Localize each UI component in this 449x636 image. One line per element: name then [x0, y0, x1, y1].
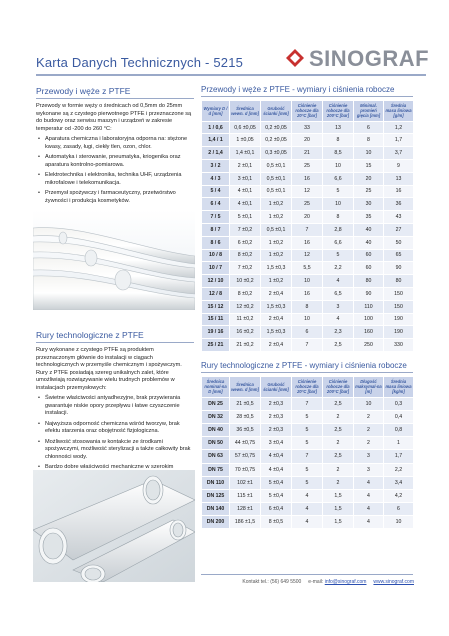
table-cell: 1 ±0,2 — [261, 275, 292, 288]
table-cell: 16 — [384, 185, 414, 198]
table-cell: 160 — [354, 326, 384, 339]
email-link[interactable]: info@sinograf.com — [324, 579, 367, 585]
table-cell: DN 32 — [202, 410, 230, 423]
table-cell: 25 / 21 — [202, 339, 230, 352]
table-cell: 2 — [354, 410, 384, 423]
table-body — [202, 121, 414, 351]
table-cell: 5 / 4 — [202, 185, 230, 198]
table-cell: 4 — [354, 489, 384, 502]
table-cell: 65 — [384, 249, 414, 262]
table-cell: 8 / 7 — [202, 223, 230, 236]
table-cell: 5 — [292, 437, 323, 450]
table-cell: 13 — [384, 172, 414, 185]
table-cell: 8 — [323, 134, 354, 147]
table-row — [202, 211, 414, 224]
table-cell: 4 — [354, 476, 384, 489]
table-cell: 0,5 ±0,1 — [261, 172, 292, 185]
contact-phone: Kontakt tel.: (56) 649 5500 — [242, 579, 302, 585]
footer-divider — [201, 574, 413, 575]
pipes-intro: Rury wykonane z czystego PTFE są produktem przeznaczonym głównie do instalacji w ciągach technologicznych w przemyśle chemicznym i spożywczym. Rury z PTFE posiadają szereg unikalnych zalet, które umożliwiają rozwiązywanie wielu trudnych problemów w instalacjach przemysłowych: — [36, 347, 182, 391]
column-header: Długość maksymal-na [m] — [354, 376, 384, 397]
table-cell: 11 ±0,2 — [230, 313, 261, 326]
table-cell: 19 / 16 — [202, 326, 230, 339]
bullet-item: • Możliwość stosowania w kontakcie ze środkami spożywczymi, możliwość sterylizacji a także całkowity brak chłonności wody. — [36, 439, 194, 462]
table-cell: 3 ±0,1 — [230, 172, 261, 185]
table-cell: 1 ±0,05 — [230, 134, 261, 147]
table-cell: 1 ±0,2 — [261, 198, 292, 211]
table-cell: 0,4 — [384, 410, 414, 423]
table-row — [202, 198, 414, 211]
column-header: Średnica wewn. d [mm] — [230, 101, 261, 122]
table-cell: 16 — [292, 236, 323, 249]
table-cell: 4 ±0,4 — [261, 450, 292, 463]
table-cell: 2 ±0,3 — [261, 423, 292, 436]
table-cell: DN 200 — [202, 516, 230, 529]
table-row — [202, 300, 414, 313]
table-cell: 2,8 — [323, 223, 354, 236]
table-cell: 8 — [292, 300, 323, 313]
table-cell: 2,5 — [323, 339, 354, 352]
table-cell: 3 ±0,4 — [261, 437, 292, 450]
right-column — [201, 82, 413, 529]
table-cell: 2 — [323, 476, 354, 489]
table-cell: 1 ±0,2 — [261, 211, 292, 224]
table-cell: 5 — [292, 410, 323, 423]
bullet-item: • Świetne właściwości antyadhezyjne, brak przywierania gwarantuje niskie opory przepływu i łatwe czyszczenie instalacji. — [36, 395, 194, 418]
column-header: Średnia masa liniowa [kg/m] — [384, 376, 414, 397]
column-header: Wymiary D / d [mm] — [202, 101, 230, 122]
table-cell: 0,2 ±0,05 — [261, 121, 292, 134]
table-row — [202, 339, 414, 352]
table-cell: 6 / 4 — [202, 198, 230, 211]
table-cell: 4 ±0,1 — [230, 198, 261, 211]
column-header: Średnica nominal-na D [mm] — [202, 376, 230, 397]
footer — [190, 579, 414, 585]
column-header: Ciśnienie robocze dla 200°C [bar] — [323, 376, 354, 397]
pipes-bullets — [36, 395, 194, 479]
table-cell: 70 ±0,75 — [230, 463, 261, 476]
table-cell: 4 ±0,4 — [261, 463, 292, 476]
table-cell: 5 — [323, 185, 354, 198]
table-row — [202, 503, 414, 516]
column-header: Grubość ścianki [mm] — [261, 376, 292, 397]
table-cell: 15 / 11 — [202, 313, 230, 326]
table-cell: 1,5 — [323, 503, 354, 516]
bullet-item: • Przemysł spożywczy i farmaceutyczny, przetwórstwo żywności i produkcja kosmetyków. — [36, 190, 194, 205]
table-row — [202, 185, 414, 198]
table-cell: 12 — [292, 185, 323, 198]
table-cell: 190 — [384, 326, 414, 339]
table-cell: 6 — [354, 121, 384, 134]
table-cell: 3 — [354, 450, 384, 463]
table-cell: 190 — [384, 313, 414, 326]
table-header-row — [202, 101, 414, 122]
table-cell: 4 — [354, 503, 384, 516]
table-cell: 8 ±0,2 — [230, 287, 261, 300]
table-cell: 60 — [354, 249, 384, 262]
table-cell: 8,5 — [323, 147, 354, 160]
header-divider — [36, 74, 426, 76]
table-cell: 2,2 — [323, 262, 354, 275]
table-cell: 10 — [384, 516, 414, 529]
table-cell: 3,4 — [384, 476, 414, 489]
table-cell: 2 — [323, 437, 354, 450]
table-cell: 2 ±0,4 — [261, 287, 292, 300]
table-cell: 6 — [292, 326, 323, 339]
table-cell: 25 — [292, 198, 323, 211]
table-cell: 43 — [384, 211, 414, 224]
table-cell: 8 ±0,5 — [261, 516, 292, 529]
table-cell: 3 — [323, 300, 354, 313]
table-cell: 0,5 ±0,1 — [261, 160, 292, 173]
table-cell: 16 — [292, 287, 323, 300]
table-cell: DN 25 — [202, 397, 230, 410]
table-row — [202, 437, 414, 450]
column-header: Ciśnienie robocze dla 20°C [bar] — [292, 101, 323, 122]
section-title-hoses: Przewody i węże z PTFE — [36, 86, 131, 96]
table-cell: 1,7 — [384, 134, 414, 147]
section-divider — [201, 96, 413, 97]
ptfe-hoses-photo — [33, 210, 195, 310]
column-header: Grubość ścianki [mm] — [261, 101, 292, 122]
table-body — [202, 397, 414, 529]
column-header: Ciśnienie robocze dla 200°C [bar] — [323, 101, 354, 122]
table-cell: 1,5 ±0,3 — [261, 262, 292, 275]
table-cell: 6 — [384, 503, 414, 516]
table-cell: 36 ±0,5 — [230, 423, 261, 436]
table-cell: DN 140 — [202, 503, 230, 516]
table-cell: 7 ±0,2 — [230, 223, 261, 236]
table-cell: 115 ±1 — [230, 489, 261, 502]
table-cell: 7 / 5 — [202, 211, 230, 224]
table-cell: 80 — [384, 275, 414, 288]
table-cell: 6,6 — [323, 236, 354, 249]
table-cell: 15 — [354, 160, 384, 173]
table-cell: 0,6 ±0,05 — [230, 121, 261, 134]
bullet-item: • Aparatura chemiczna i laboratoryjna odporna na: stężone kwasy, zasady, ługi, ciekły tlen, ozon, chlor. — [36, 136, 194, 151]
table-row — [202, 397, 414, 410]
table-cell: 2,2 — [384, 463, 414, 476]
table-cell: 8 ±0,2 — [230, 249, 261, 262]
column-header: Ciśnienie robocze dla 20°C [bar] — [292, 376, 323, 397]
table-header-row — [202, 376, 414, 397]
hoses-spec-table — [201, 100, 414, 352]
table-cell: 9 — [384, 160, 414, 173]
table-cell: 28 ±0,5 — [230, 410, 261, 423]
table-cell: 7 — [292, 223, 323, 236]
bullet-item: • Elektrotechnika i elektronika, technika UHF, urządzenia mikrofalowe i telekomunikacja. — [36, 172, 194, 187]
table-row — [202, 275, 414, 288]
table-cell: 1,4 ±0,1 — [230, 147, 261, 160]
table-row — [202, 249, 414, 262]
table-cell: 128 ±1 — [230, 503, 261, 516]
table-row — [202, 172, 414, 185]
table-cell: 2,5 — [323, 423, 354, 436]
brand-logo — [285, 46, 430, 71]
table-cell: 1 / 0,6 — [202, 121, 230, 134]
table-cell: 1,4 / 1 — [202, 134, 230, 147]
table-row — [202, 236, 414, 249]
table-cell: 36 — [384, 198, 414, 211]
table-cell: 0,8 — [384, 423, 414, 436]
table-cell: 4 ±0,1 — [230, 185, 261, 198]
table-cell: 0,3 ±0,05 — [261, 147, 292, 160]
table-cell: 21 ±0,5 — [230, 397, 261, 410]
table-cell: 2 ±0,4 — [261, 313, 292, 326]
table-cell: 1,5 — [323, 516, 354, 529]
table-cell: 16 — [292, 172, 323, 185]
table-cell: 20 — [292, 134, 323, 147]
table-cell: 330 — [384, 339, 414, 352]
table-cell: 10 — [323, 198, 354, 211]
column-header: Minimal. promień gięcia [mm] — [354, 101, 384, 122]
table-cell: 33 — [292, 121, 323, 134]
table-cell: 186 ±1,5 — [230, 516, 261, 529]
table-row — [202, 463, 414, 476]
table-cell: 20 — [354, 172, 384, 185]
table-cell: 8 — [323, 211, 354, 224]
table-cell: 6,6 — [323, 172, 354, 185]
table-cell: 35 — [354, 211, 384, 224]
table-cell: 90 — [384, 262, 414, 275]
logo-diamond-icon — [285, 48, 305, 68]
table-cell: 7 ±0,2 — [230, 262, 261, 275]
table-cell: 10 — [292, 275, 323, 288]
table-cell: 2 — [323, 410, 354, 423]
table-cell: 8 / 6 — [202, 236, 230, 249]
table-cell: 3 / 2 — [202, 160, 230, 173]
table-cell: 4,2 — [384, 489, 414, 502]
table-cell: 2,3 — [323, 326, 354, 339]
table-row — [202, 423, 414, 436]
table-cell: 2 ±0,3 — [261, 397, 292, 410]
table-cell: 150 — [384, 300, 414, 313]
table-cell: 100 — [354, 313, 384, 326]
table-row — [202, 287, 414, 300]
table-cell: 5 ±0,4 — [261, 489, 292, 502]
table-cell: 10 ±0,2 — [230, 275, 261, 288]
table-cell: DN 125 — [202, 489, 230, 502]
table-cell: DN 75 — [202, 463, 230, 476]
table-cell: 250 — [354, 339, 384, 352]
table-cell: 4 — [292, 503, 323, 516]
table-cell: 4 — [323, 275, 354, 288]
section-divider — [201, 372, 413, 373]
table-cell: 3,7 — [384, 147, 414, 160]
column-header: Średnia masa liniowa [g/m] — [384, 101, 414, 122]
table-cell: 0,5 ±0,1 — [261, 185, 292, 198]
table-cell: 2 ±0,4 — [261, 339, 292, 352]
table-cell: 6,5 — [323, 287, 354, 300]
table-cell: 4 — [354, 516, 384, 529]
table-cell: 1 — [384, 437, 414, 450]
table-cell: 1,5 ±0,3 — [261, 326, 292, 339]
table-cell: 20 — [292, 211, 323, 224]
table-cell: 7 — [292, 397, 323, 410]
table-cell: 5,5 — [292, 262, 323, 275]
table-cell: 2 — [354, 437, 384, 450]
table-cell: 3 — [354, 463, 384, 476]
bullet-item: • Najwyższa odporność chemiczna wśród tworzyw, brak efektu starzenia oraz obojętność fizjologiczna. — [36, 421, 194, 436]
table-cell: 2 / 1,4 — [202, 147, 230, 160]
table-cell: 8 — [354, 134, 384, 147]
table-cell: 44 ±0,75 — [230, 437, 261, 450]
table-cell: 5 — [292, 476, 323, 489]
table-cell: 1,7 — [384, 450, 414, 463]
table-cell: 1 ±0,2 — [261, 236, 292, 249]
table-cell: 5 — [323, 249, 354, 262]
section-divider — [36, 342, 194, 343]
table-cell: 2 ±0,3 — [261, 410, 292, 423]
table-cell: 7 — [292, 339, 323, 352]
table-cell: 110 — [354, 300, 384, 313]
table-cell: 12 ±0,2 — [230, 300, 261, 313]
website-link[interactable]: www.sinograf.com — [373, 579, 414, 585]
table1-title: Przewody i węże z PTFE - wymiary i ciśnienia robocze — [201, 85, 395, 94]
table-cell: 21 — [292, 147, 323, 160]
table-cell: 12 — [292, 249, 323, 262]
table-cell: 4 / 3 — [202, 172, 230, 185]
table-cell: 1 ±0,2 — [261, 249, 292, 262]
table-cell: 10 — [323, 160, 354, 173]
table-cell: 30 — [354, 198, 384, 211]
bullet-item: • Bardzo dobre właściwości mechaniczne w szerokim — [36, 464, 194, 479]
table-cell: 0,2 ±0,05 — [261, 134, 292, 147]
email-label: e-mail: — [308, 579, 324, 585]
table-cell: 10 / 8 — [202, 249, 230, 262]
table-cell: 2,5 — [323, 397, 354, 410]
brand-name: SINOGRAF — [309, 46, 430, 71]
table-row — [202, 147, 414, 160]
table-cell: DN 50 — [202, 437, 230, 450]
hoses-bullets — [36, 136, 194, 205]
table-cell: DN 40 — [202, 423, 230, 436]
table-row — [202, 410, 414, 423]
table-cell: 40 — [354, 223, 384, 236]
table-row — [202, 516, 414, 529]
table-cell: 2 — [323, 463, 354, 476]
table-cell: 40 — [354, 236, 384, 249]
table2-title: Rury technologiczne z PTFE - wymiary i ciśnienia robocze — [201, 360, 407, 370]
table-cell: 50 — [384, 236, 414, 249]
table-row — [202, 134, 414, 147]
table-cell: 25 — [354, 185, 384, 198]
table-row — [202, 262, 414, 275]
page-title: Karta Danych Technicznych - 5215 — [36, 55, 244, 70]
table-cell: 10 / 7 — [202, 262, 230, 275]
table-row — [202, 326, 414, 339]
table-cell: 5 — [292, 463, 323, 476]
table-cell: 90 — [354, 287, 384, 300]
header — [0, 0, 449, 82]
table-cell: 5 ±0,1 — [230, 211, 261, 224]
table-cell: 27 — [384, 223, 414, 236]
ptfe-pipes-photo — [33, 470, 195, 582]
table-row — [202, 160, 414, 173]
table-cell: 2 — [354, 423, 384, 436]
table-cell: 102 ±1 — [230, 476, 261, 489]
table-cell: 12 / 10 — [202, 275, 230, 288]
table-cell: 15 / 12 — [202, 300, 230, 313]
table-cell: DN 110 — [202, 476, 230, 489]
table-cell: 80 — [354, 275, 384, 288]
section-divider — [36, 98, 194, 99]
table-cell: 150 — [384, 287, 414, 300]
column-header: Średnica wewn. d [mm] — [230, 376, 261, 397]
table-cell: 0,3 — [384, 397, 414, 410]
table-row — [202, 450, 414, 463]
table-cell: 1,2 — [384, 121, 414, 134]
table-cell: 10 — [292, 313, 323, 326]
table-cell: 16 ±0,2 — [230, 326, 261, 339]
table-cell: 6 ±0,2 — [230, 236, 261, 249]
table-cell: 12 / 8 — [202, 287, 230, 300]
table-cell: 2,5 — [323, 450, 354, 463]
table-row — [202, 223, 414, 236]
table-cell: 6 ±0,4 — [261, 503, 292, 516]
table-row — [202, 313, 414, 326]
table-row — [202, 121, 414, 134]
table-cell: 4 — [292, 489, 323, 502]
table-cell: 2 ±0,1 — [230, 160, 261, 173]
table-cell: 7 — [292, 450, 323, 463]
table-cell: 5 — [292, 423, 323, 436]
table-cell: 21 ±0,2 — [230, 339, 261, 352]
table-cell: 10 — [354, 397, 384, 410]
table-cell: DN 63 — [202, 450, 230, 463]
table-cell: 0,5 ±0,1 — [261, 223, 292, 236]
table-row — [202, 489, 414, 502]
table-cell: 1,5 — [323, 489, 354, 502]
table-cell: 25 — [292, 160, 323, 173]
table-cell: 57 ±0,75 — [230, 450, 261, 463]
table-cell: 5 ±0,4 — [261, 476, 292, 489]
table-row — [202, 476, 414, 489]
table-cell: 10 — [354, 147, 384, 160]
bullet-item: • Automatyka i sterowanie, pneumatyka, kriogenika oraz aparatura kontrolno-pomiarowa. — [36, 154, 194, 169]
table-cell: 60 — [354, 262, 384, 275]
table-cell: 1,5 ±0,3 — [261, 300, 292, 313]
hoses-intro: Przewody w formie węży o średnicach od 0,5mm do 25mm wykonane są z czystego pierwotnego PTFE i przeznaczone są do budowy oraz serwisu maszyn i urządzeń w zakresie temperatur od -200 do 260 °C: — [36, 103, 192, 132]
table-cell: 4 — [292, 516, 323, 529]
section-title-pipes: Rury technologiczne z PTFE — [36, 330, 144, 340]
table-cell: 13 — [323, 121, 354, 134]
pipes-spec-table — [201, 376, 414, 529]
table-cell: 4 — [323, 313, 354, 326]
